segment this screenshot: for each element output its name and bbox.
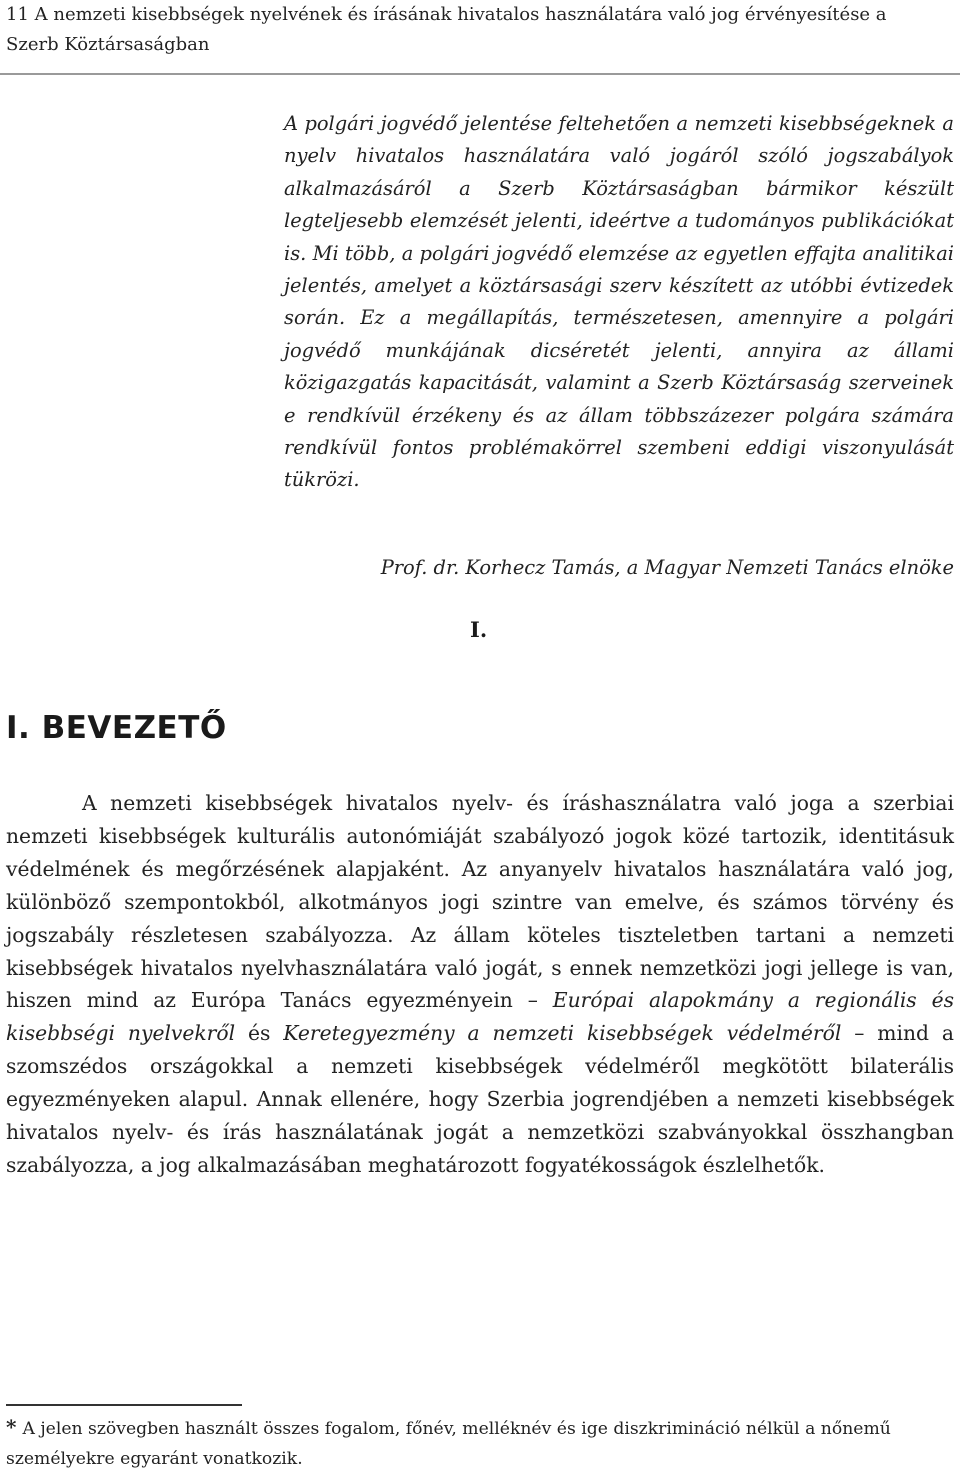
paragraph-text-part-2: és xyxy=(235,1021,284,1046)
header-divider xyxy=(0,73,960,75)
framework-convention-title: Keretegyezmény a nemzeti kisebbségek védelméről xyxy=(283,1021,842,1046)
epigraph-attribution: Prof. dr. Korhecz Tamás, a Magyar Nemzeti Tanács elnöke xyxy=(380,556,954,579)
paragraph-text-part-3: – mind a szomszédos országokkal a nemzeti kisebbségek védelméről megkötött bilaterális egyezményeken alapul. Annak ellenére, hogy Szerbia jogrendjében a nemzeti kisebbségek hivatalos nyelv- és írás használatának jogát a nemzetközi szabványokkal összhangban szabályozza, a jog alkalmazásában meghatározott fogyatékosságok észlelhetők. xyxy=(6,1021,954,1177)
footnote xyxy=(6,1412,954,1474)
body-paragraph xyxy=(6,787,954,1182)
introduction-paragraph xyxy=(6,787,954,1182)
running-header xyxy=(6,0,936,60)
epigraph-text: A polgári jogvédő jelentése feltehetően a nemzeti kisebbségeknek a nyelv hivatalos használatára való jogáról szóló jogszabályok alkalmazásáról a Szerb Köztársaságban bármikor készült legteljesebb elemzését jelenti, ideértve a tudományos publikációkat is. Mi több, a polgári jogvédő elemzése az egyetlen effajta analitikai jelentés, amelyet a köztársasági szerv készített az utóbbi évtizedek során. Ez a megállapítás, természetesen, amennyire a polgári jogvédő munkájának dicséretét jelenti, annyira az állami közigazgatás kapacitását, valamint a Szerb Köztársaság szerveinek e rendkívül érzékeny és az állam többszázezer polgára számára rendkívül fontos problémakörrel szembeni eddigi viszonyulását tükrözi. xyxy=(284,112,954,492)
running-header-title: 11 A nemzeti kisebbségek nyelvének és írásának hivatalos használatára való jog érvényesítése a Szerb Köztársaságban xyxy=(6,4,887,55)
chapter-number: I. xyxy=(470,617,488,642)
footnote-text: A jelen szövegben használt összes fogalom, főnév, melléknév és ige diszkrimináció nélkül a nőnemű személyekre egyaránt vonatkozik. xyxy=(6,1419,891,1469)
footnote-divider xyxy=(6,1404,242,1406)
charter-title: Európai alapokmány a regionális és kisebbségi nyelvekről xyxy=(6,988,955,1046)
footnote-mark: * xyxy=(6,1415,17,1439)
epigraph-quote xyxy=(284,108,954,497)
paragraph-text-part-1: A nemzeti kisebbségek hivatalos nyelv- és íráshasználatra való joga a szerbiai nemzeti kisebbségek kulturális autonómiáját szabályozó jogok közé tartozik, identitásuk védelmének és megőrzésének alapjaként. Az anyanyelv hivatalos használatára való jog, különböző szempontokból, alkotmányos jogi szintre van emelve, és számos törvény és jogszabály részletesen szabályozza. Az állam köteles tiszteletben tartani a nemzeti kisebbségek hivatalos nyelvhasználatára való jogát, s ennek nemzetközi jogi jellege is van, hiszen mind az Európa Tanács egyezményein – xyxy=(6,791,954,1013)
section-heading: I. BEVEZETŐ xyxy=(6,710,227,746)
